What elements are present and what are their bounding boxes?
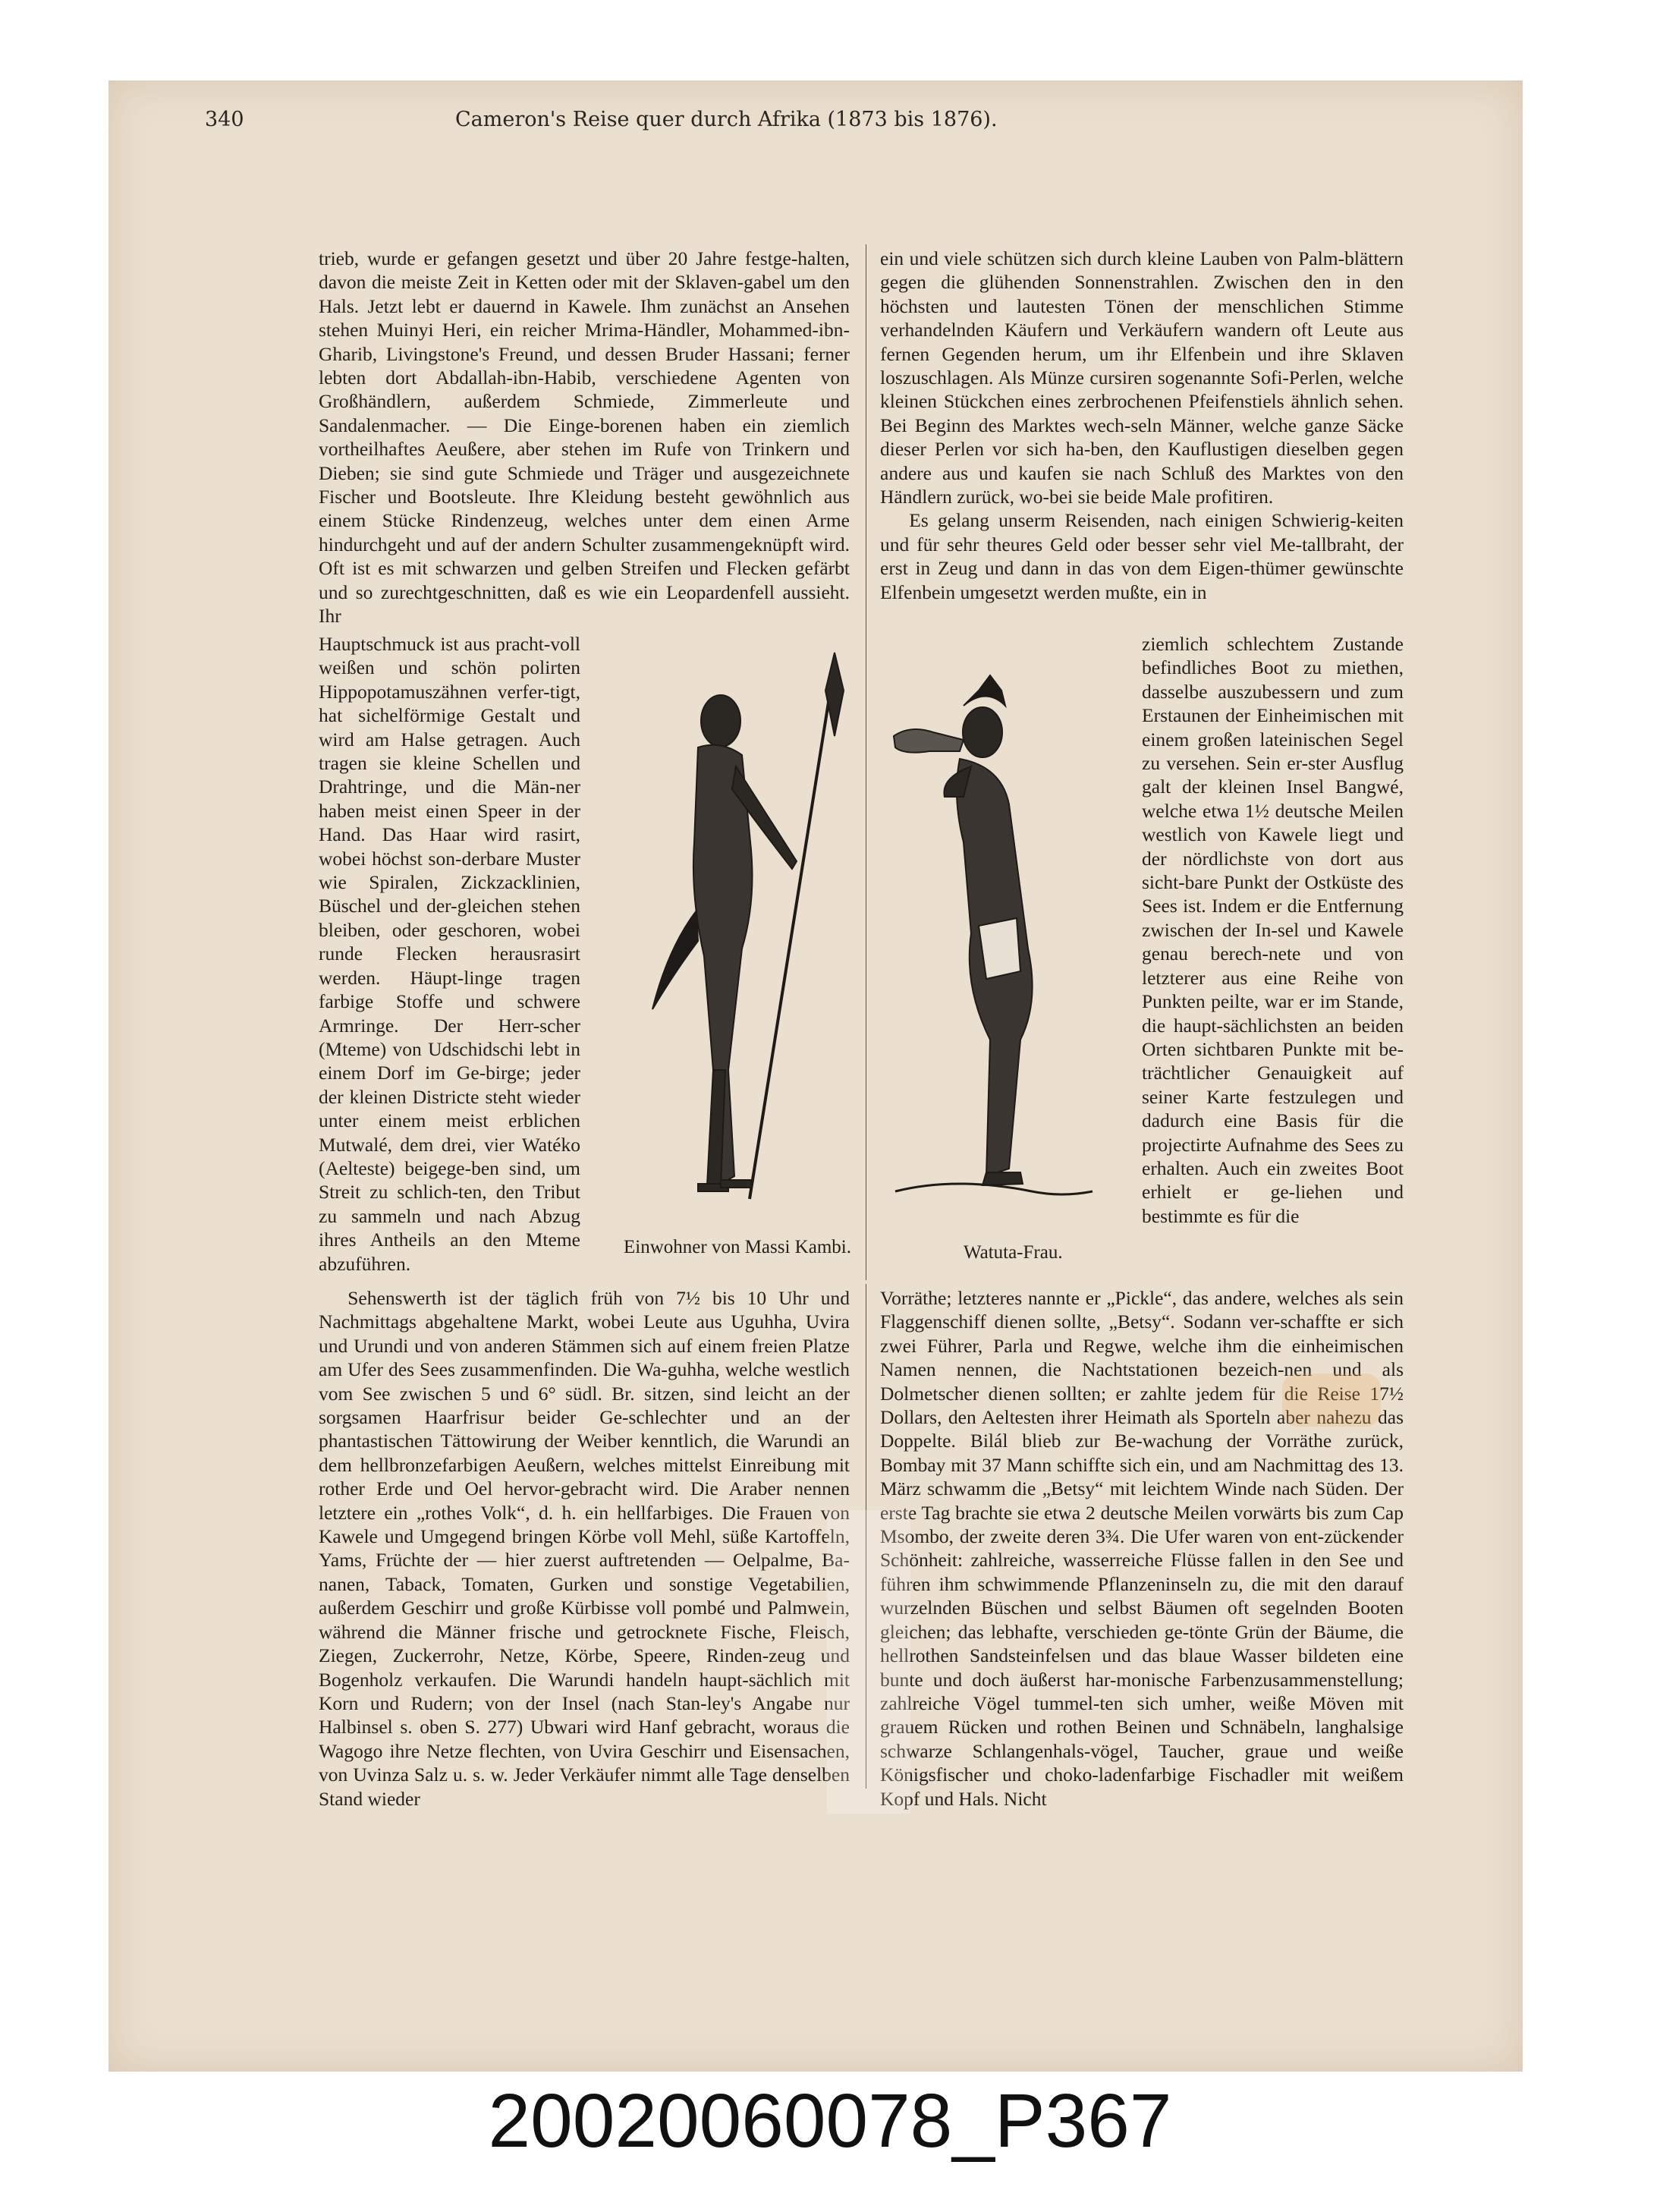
page-number: 340 [205,108,244,131]
running-header [205,108,1388,141]
watuta-woman-figure [894,675,1093,1194]
left-column-bottom [319,1286,850,1810]
running-title: Cameron's Reise quer durch Afrika (1873 bis 1876). [455,108,998,131]
right-column-narrow [1142,632,1404,1285]
left-column-top [319,247,850,630]
paragraph: trieb, wurde er gefangen gesetzt und über 20 Jahre festge-halten, davon die meiste Zeit in Ketten oder mit der Sklaven-gabel um den Hals. Jetzt lebt er dauernd in Kawele. Ihm zunächst an Ansehen stehen Muinyi Heri, ein reicher Mrima-Händler, Mohammed-ibn-Gharib, Livingstone's Freund, und dessen Bruder Hassani; ferner lebten dort Abdallah-ibn-Habib, verschiedene Agenten von Großhändlern, außerdem Schmiede, Zimmerleute und Sandalenmacher. — Die Einge-borenen haben ein ziemlich vortheilhaftes Aeußere, aber stehen im Rufe von Trinkern und Dieben; sie sind gute Schmiede und Träger und ausgezeichnete Fischer und Bootsleute. Ihre Kleidung besteht gewöhnlich aus einem Stücke Rindenzeug, welches unter dem einen Arme hindurchgeht und auf der andern Schulter zusammengeknüpft wird. Oft ist es mit schwarzen und gelben Streifen und Flecken gefärbt und so zurechtgeschnitten, daß es wie ein Leopardenfell aussieht. Ihr [319,247,850,628]
paragraph: ein und viele schützen sich durch kleine Lauben von Palm-blättern gegen die glühenden Sonnenstrahlen. Zwischen den in den höchsten und lautesten Tönen der menschlichen Stimme verhandelnden Käufern und Verkäufern wandern oft Leute aus fernen Gegenden herum, um ihr Elfenbein und ihre Sklaven loszuschlagen. Als Münze cursiren sogenannte Sofi-Perlen, welche kleinen Stückchen eines zerbrochenen Pfeifenstiels ähnlich sehen. Bei Beginn des Marktes wech-seln Männer, welche ganze Säcke dieser Perlen vor sich ha-ben, den Kauflustigen dieselben gegen andere aus und kaufen sie nach Schluß des Marktes von den Händlern zurück, wo-bei sie beide Male profitiren. [880,247,1404,508]
right-column-top [880,247,1404,630]
paragraph: Hauptschmuck ist aus pracht-voll weißen und schön polirten Hippopotamuszähnen verfer-tigt, hat sichelförmige Gestalt und wird am Halse getragen. Auch tragen sie kleine Schellen und Drahtringe, und die Män-ner haben meist einen Speer in der Hand. Das Haar wird rasirt, wobei höchst son-derbare Muster wie Spiralen, Zickzacklinien, Büschel und der-gleichen stehen bleiben, oder geschoren, wobei runde Flecken herausrasirt werden. Häupt-linge tragen farbige Stoffe und schwere Armringe. Der Herr-scher (Mteme) von Udschidschi lebt in einem Dorf im Ge-birge; jeder der kleinen Districte steht wieder unter einem meist erblichen Mutwalé, dem drei, vier Watéko (Aelteste) beigege-ben sind, um Streit zu schlich-ten, den Tribut zu sammeln und nach Abzug ihres Antheils an den Mteme abzuführen. [319,633,580,1275]
left-column-narrow [319,632,580,1285]
paragraph: ziemlich schlechtem Zustande befindliches Boot zu miethen, dasselbe auszubessern und zum Erstaunen der Einheimischen mit einem großen lateinischen Segel zu versehen. Sein er-ster Ausflug galt der kleinen Insel Bangwé, welche etwa 1½ deutsche Meilen westlich von Kawele liegt und der nördlichste von dort aus sicht-bare Punkt der Ostküste des Sees ist. Indem er die Entfernung zwischen der In-sel und Kawele genau berech-nete und von letzterer aus eine Reihe von Punkten peilte, war er im Stande, die haupt-sächlichsten an beiden Orten sichtbaren Punkte mit be-trächtlicher Genauigkeit auf seiner Karte festzulegen und dadurch eine Basis für die projectirte Aufnahme des Sees zu erhalten. Auch ein zweites Boot erhielt er ge-liehen und bestimmte es für die [1142,633,1404,1227]
paragraph: Es gelang unserm Reisenden, nach einigen Schwierig-keiten und für sehr theures Geld oder besser sehr viel Me-tallbraht, der erst in Zeug und dann in das von dem Eigen-thümer gewünschte Elfenbein umgesetzt werden mußte, ein in [880,509,1404,603]
figure-caption-left: Einwohner von Massi Kambi. [624,1237,851,1257]
figure-caption-right: Watuta-Frau. [964,1242,1063,1263]
paper-stain [1282,1373,1381,1427]
engraving-illustration [607,645,1130,1252]
man-with-spear-figure [652,653,844,1199]
archive-id-label: 20020060078_P367 [488,2078,1172,2163]
faded-print-area [827,1510,910,1814]
right-column-bottom [880,1286,1404,1810]
paragraph: Sehenswerth ist der täglich früh von 7½ bis 10 Uhr und Nachmittags abgehaltene Markt, wobei Leute aus Uguhha, Uvira und Urundi und von anderen Stämmen sich auf einem freien Platze am Ufer des Sees zusammenfinden. Die Wa-guhha, welche westlich vom See zwischen 5 und 6° südl. Br. sitzen, sind leicht an der sorgsamen Haarfrisur beider Ge-schlechter und an der phantastischen Tättowirung der Weiber kenntlich, die Warundi an dem hellbronzefarbigen Aeußern, welches mittelst Einreibung mit rother Erde und Oel hervor-gebracht wird. Die Araber nennen letztere ein „rothes Volk“, d. h. ein hellfarbiges. Die Frauen von Kawele und Umgegend bringen Körbe voll Mehl, süße Kartoffeln, Yams, Früchte der — hier zuerst auftretenden — Oelpalme, Ba-nanen, Taback, Tomaten, Gurken und sonstige Vegetabilien, außerdem Geschirr und große Kürbisse voll pombé und Palmwein, während die Männer frische und getrocknete Fische, Fleisch, Ziegen, Zuckerrohr, Netze, Körbe, Speere, Rinden-zeug und Bogenholz verkaufen. Die Warundi handeln haupt-sächlich mit Korn und Rudern; von der Insel (nach Stan-ley's Angabe nur Halbinsel s. oben S. 277) Ubwari wird Hanf gebracht, woraus die Wagogo ihre Netze flechten, von Uvira Geschirr und Eisensachen, von Uvinza Salz u. s. w. Jeder Verkäufer nimmt alle Tage denselben Stand wieder [319,1287,850,1810]
paragraph: Vorräthe; letzteres nannte er „Pickle“, das andere, welches als sein Flaggenschiff dienen sollte, „Betsy“. Sodann ver-schaffte er sich zwei Führer, Parla und Regwe, welche ihm die einheimischen Namen nennen, die Nachtstationen bezeich-nen und als Dolmetscher dienen sollten; er zahlte jedem für die Reise 17½ Dollars, den Aeltesten ihrer Heimath als Sporteln aber nahezu das Doppelte. Bilál blieb zur Be-wachung der Vorräthe zurück, Bombay mit 37 Mann schiffte sich ein, und am Nachmittag des 13. März schwamm die „Betsy“ mit leichtem Winde nach Süden. Der erste Tag brachte sie etwa 2 deutsche Meilen vorwärts bis zum Cap Msombo, der zweite deren 3¾. Die Ufer waren von ent-zückender Schönheit: zahlreiche, wasserreiche Flüsse fallen in den See und führen ihm schwimmende Pflanzeninseln zu, die mit den darauf wurzelnden Büschen und selbst Bäumen oft segelnden Booten gleichen; das lebhafte, verschieden ge-tönte Grün der Bäume, die hellrothen Sandsteinfelsen und das blaue Wasser bildeten eine bunte und doch äußerst har-monische Farbenzusammenstellung; zahlreiche Vögel tummel-ten sich umher, weiße Möven mit grauem Rücken und rothen Beinen und Schnäbeln, langhalsige schwarze Schlangenhals-vögel, Taucher, graue und weiße Königsfischer und choko-ladenfarbige Fischadler mit weißem Kopf und Hals. Nicht [880,1287,1404,1810]
